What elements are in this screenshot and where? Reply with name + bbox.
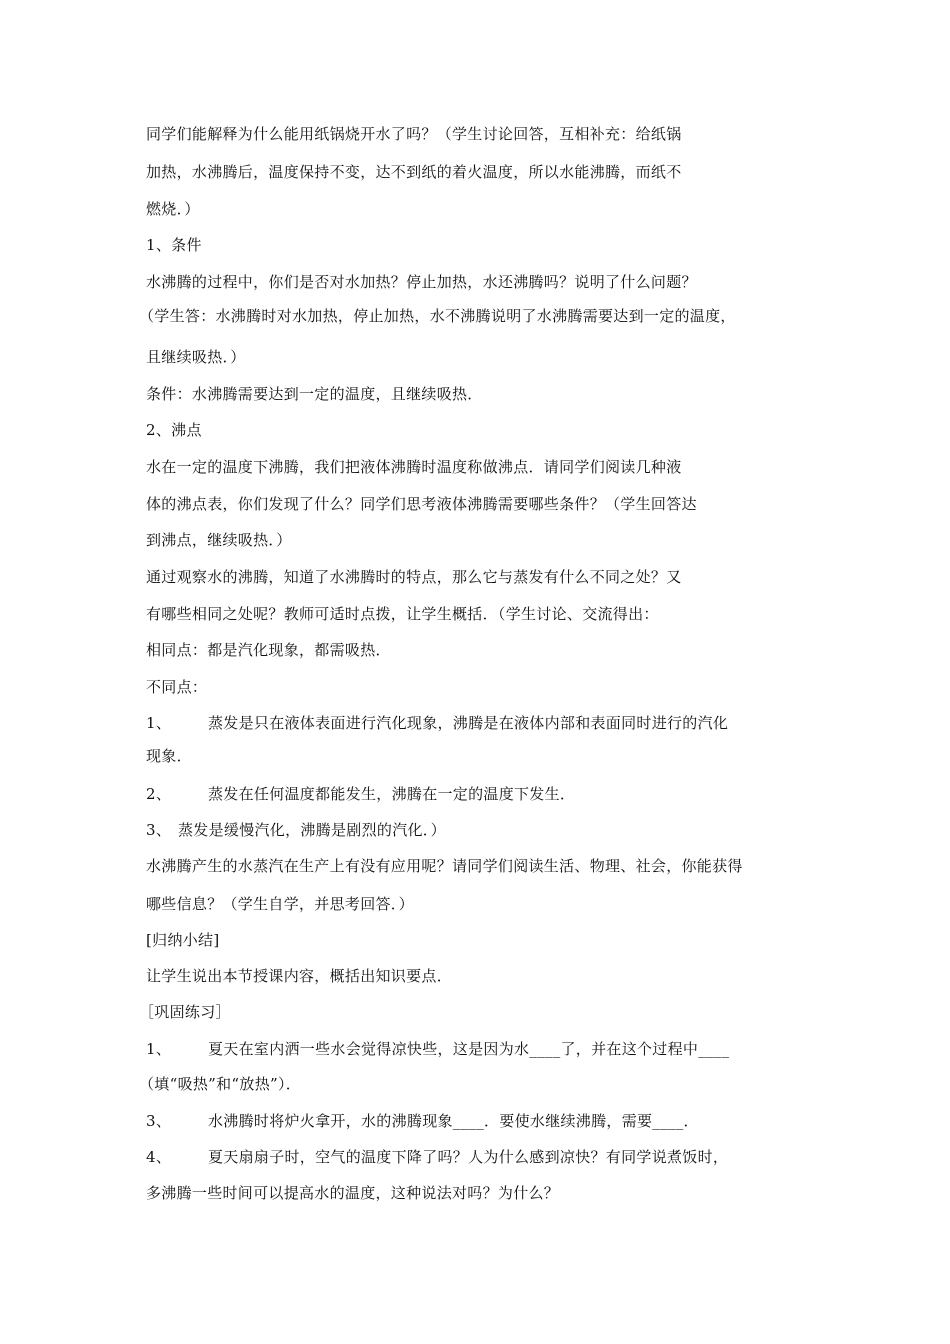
exercise-text: 夏天扇扇子时，空气的温度下降了吗？人为什么感到凉快？有同学说煮饭时， <box>208 1148 729 1166</box>
text-line: 水沸腾产生的水蒸汽在生产上有没有应用呢？请同学们阅读生活、物理、社会，你能获得 <box>146 857 743 875</box>
exercise-number: 4、 <box>146 1148 172 1166</box>
text-line: 到沸点，继续吸热．） <box>146 531 292 549</box>
text-line: 且继续吸热．） <box>146 348 246 366</box>
exercise-text: 夏天在室内洒一些水会觉得凉快些，这是因为水____了，并在这个过程中____ <box>208 1040 730 1058</box>
text-line: 相同点：都是汽化现象，都需吸热． <box>146 641 391 659</box>
text-line: 现象． <box>146 747 192 765</box>
text-line: 不同点： <box>146 678 208 696</box>
text-line: 体的沸点表，你们发现了什么？同学们思考液体沸腾需要哪些条件？（学生回答达 <box>146 495 697 513</box>
exercise-number: 1、 <box>146 1040 172 1058</box>
exercise-item <box>146 1111 699 1131</box>
text-line: 通过观察水的沸腾，知道了水沸腾时的特点，那么它与蒸发有什么不同之处？又 <box>146 568 682 586</box>
exercise-text: 水沸腾时将炉火拿开，水的沸腾现象____．要使水继续沸腾，需要____． <box>208 1112 699 1130</box>
text-line: 让学生说出本节授课内容，概括出知识要点． <box>146 967 453 985</box>
exercise-item <box>146 1147 728 1167</box>
exercise-number: 3、 <box>146 1112 172 1130</box>
list-number: 2、 <box>146 785 172 803</box>
text-line: 条件：水沸腾需要达到一定的温度，且继续吸热． <box>146 385 483 403</box>
list-text: 蒸发在任何温度都能发生，沸腾在一定的温度下发生． <box>208 785 576 803</box>
section-heading: ［巩固练习］ <box>139 1003 231 1021</box>
text-line: 水沸腾的过程中，你们是否对水加热？停止加热，水还沸腾吗？说明了什么问题？ <box>146 273 697 291</box>
section-heading: 1、条件 <box>146 236 202 254</box>
text-line: 同学们能解释为什么能用纸锅烧开水了吗？（学生讨论回答，互相补充：给纸锅 <box>146 125 682 143</box>
list-text: 蒸发是缓慢汽化，沸腾是剧烈的汽化．） <box>178 821 446 839</box>
list-number: 3、 <box>146 821 172 839</box>
text-line: 水在一定的温度下沸腾，我们把液体沸腾时温度称做沸点．请同学们阅读几种液 <box>146 458 682 476</box>
text-line: （学生答：水沸腾时对水加热，停止加热，水不沸腾说明了水沸腾需要达到一定的温度， <box>139 307 736 325</box>
list-text: 蒸发是只在液体表面进行汽化现象，沸腾是在液体内部和表面同时进行的汽化 <box>208 714 729 732</box>
text-line: 燃烧．） <box>146 200 200 218</box>
exercise-item <box>146 1039 729 1059</box>
text-line: 加热，水沸腾后，温度保持不变，达不到纸的着火温度，所以水能沸腾，而纸不 <box>146 163 682 181</box>
text-line: 哪些信息？（学生自学，并思考回答．） <box>146 895 414 913</box>
text-line: 多沸腾一些时间可以提高水的温度，这种说法对吗？为什么？ <box>146 1184 560 1202</box>
text-line: 有哪些相同之处呢？教师可适时点拨，让学生概括．（学生讨论、交流得出： <box>146 605 659 623</box>
section-heading: 2、沸点 <box>146 421 202 439</box>
list-number: 1、 <box>146 714 172 732</box>
section-heading: [归纳小结] <box>146 931 220 949</box>
list-item <box>146 820 446 840</box>
list-item <box>146 713 728 733</box>
text-line: （填“吸热”和“放热”）． <box>139 1075 302 1093</box>
list-item <box>146 784 575 804</box>
